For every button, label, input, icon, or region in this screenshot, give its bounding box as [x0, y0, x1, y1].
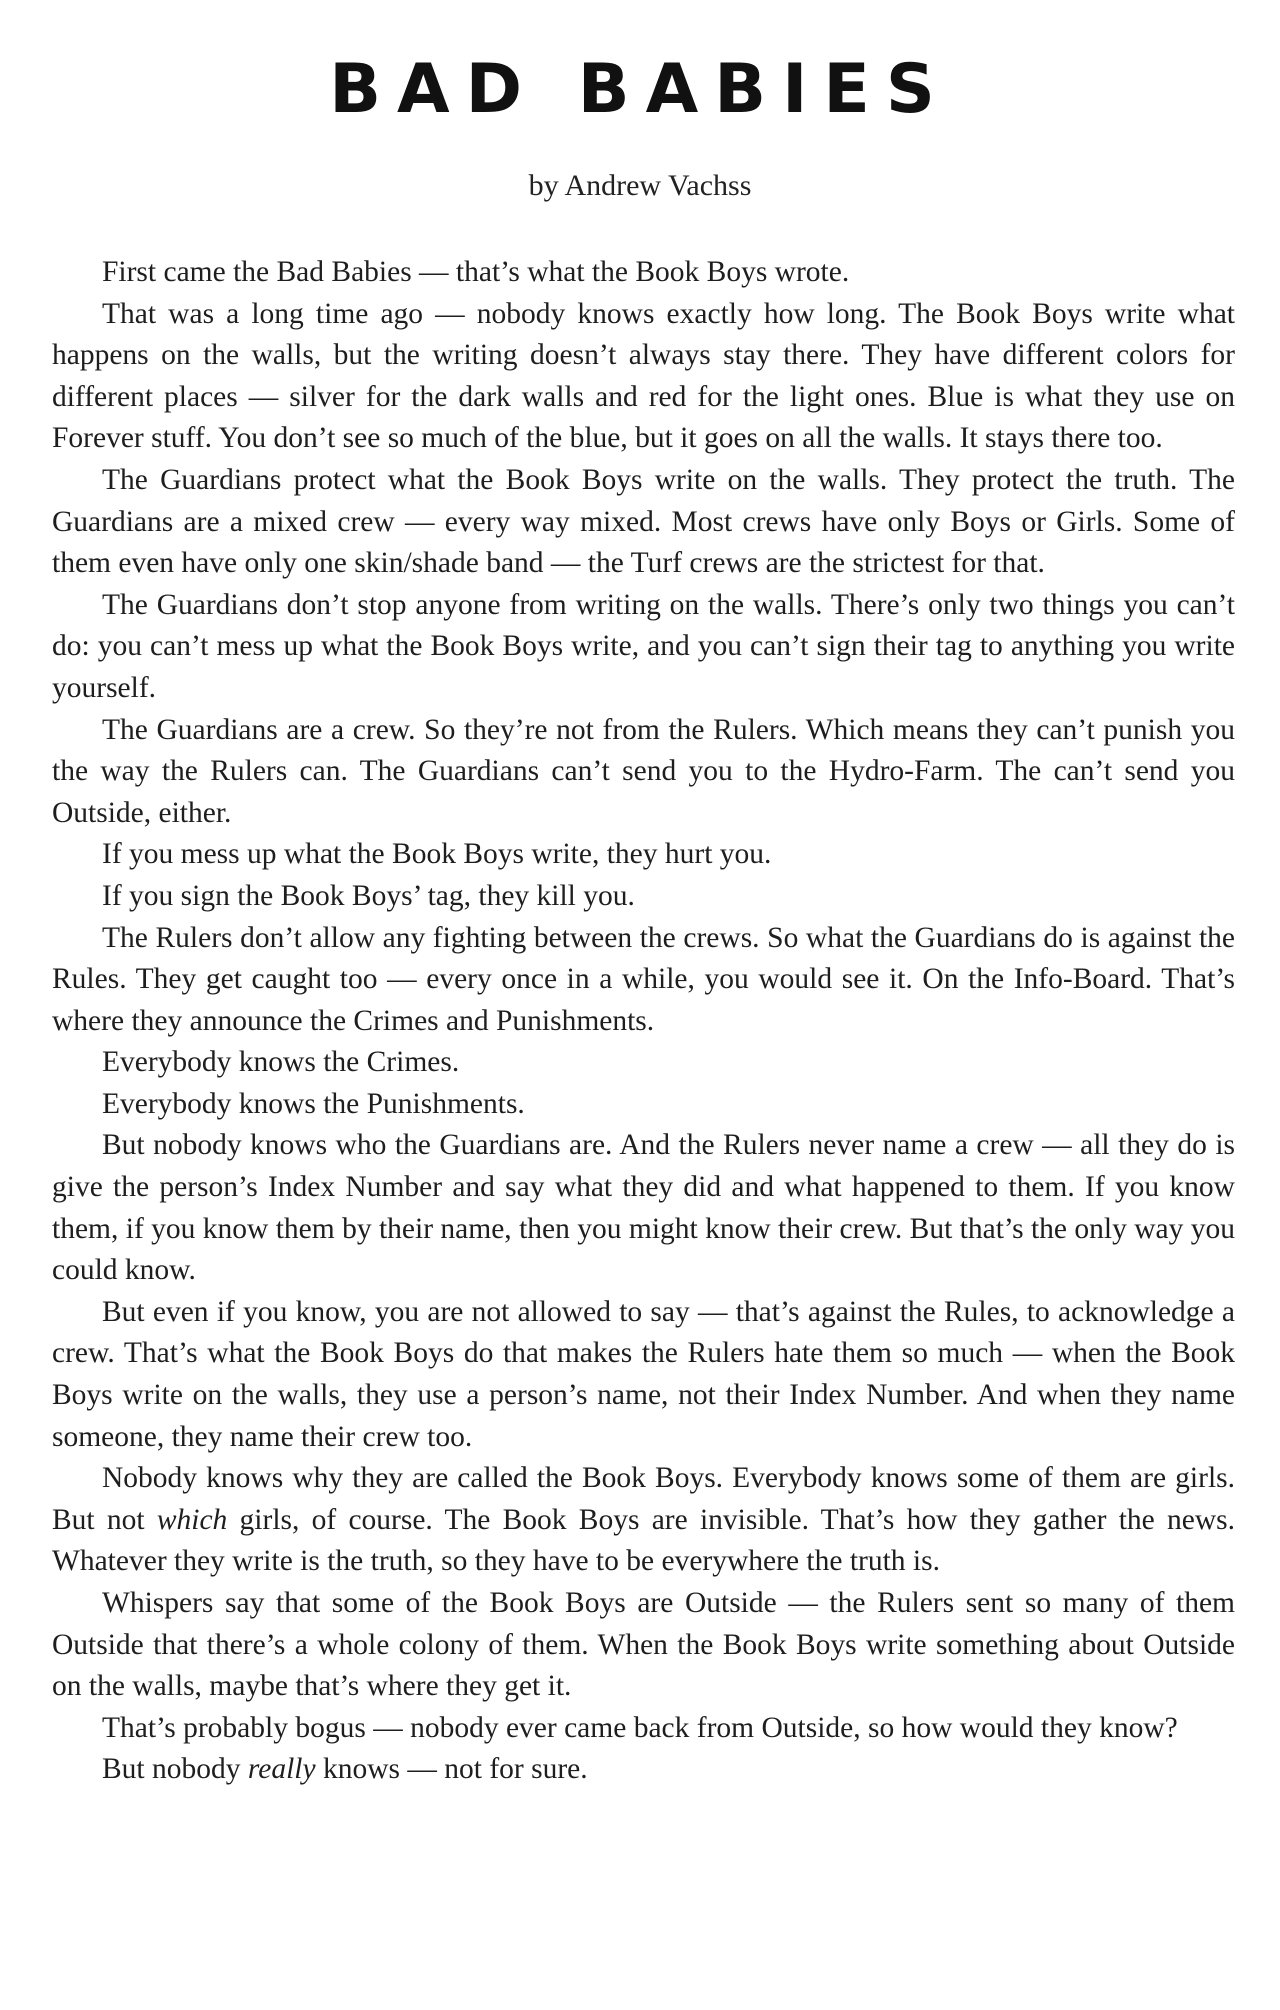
paragraph-text: That’s probably bogus — nobody ever came back from Outside, so how would they know? [102, 1711, 1178, 1744]
story-paragraph [52, 585, 1235, 710]
emphasized-text: really [247, 1753, 316, 1786]
story-paragraph [52, 1084, 1235, 1126]
paragraph-text: The Guardians protect what the Book Boys write on the walls. They protect the truth. The Guardians are a mixed crew — every way mixed. Most crews have only Boys or Girls. Some of them even have only one skin/shade band — the Turf crews are the strictest for that. [52, 463, 1235, 580]
story-paragraph [52, 1292, 1235, 1458]
paragraph-text: If you mess up what the Book Boys write, they hurt you. [102, 838, 772, 871]
story-paragraph [52, 834, 1235, 876]
paragraph-text: If you sign the Book Boys’ tag, they kill you. [102, 879, 635, 912]
story-paragraph [52, 1749, 1235, 1791]
paragraph-text: girls, of course. The Book Boys are invisible. That’s how they gather the news. Whatever they write is the truth, so they have to be everywhere the truth is. [52, 1503, 1235, 1578]
story-byline: by Andrew Vachss [528, 169, 752, 202]
paragraph-text: knows — not for sure. [315, 1753, 588, 1786]
paragraph-text: First came the Bad Babies — that’s what the Book Boys wrote. [102, 256, 850, 288]
paragraph-text: The Guardians are a crew. So they’re not from the Rulers. Which means they can’t punish you the way the Rulers can. The Guardians can’t send you to the Hydro-Farm. The can’t send you Outside, either. [52, 713, 1235, 829]
paragraph-text: Everybody knows the Punishments. [102, 1087, 525, 1120]
paragraph-text: Everybody knows the Crimes. [102, 1046, 460, 1079]
story-paragraph [52, 1042, 1235, 1084]
story-body [52, 252, 1235, 1791]
paragraph-text: The Guardians don’t stop anyone from writing on the walls. There’s only two things you can’t do: you can’t mess up what the Book Boys write, and you can’t sign their tag to anything you write yourself. [52, 588, 1235, 704]
story-paragraph [52, 1708, 1235, 1750]
paragraph-text: That was a long time ago — nobody knows exactly how long. The Book Boys write what happens on the walls, but the writing doesn’t always stay there. They have different colors for different places — silver for the dark walls and red for the light ones. Blue is what they use on Forever stuff. You don’t see so much of the blue, but it goes on all the walls. It stays there too. [52, 297, 1235, 455]
paragraph-text: But nobody knows who the Guardians are. And the Rulers never name a crew — all they do is give the person’s Index Number and say what they did and what happened to them. If you know them, if you know them by their name, then you might know their crew. But that’s the only way you could know. [52, 1129, 1235, 1287]
story-paragraph [52, 460, 1235, 585]
story-title: BAD BABIES [329, 50, 951, 129]
story-paragraph [52, 1458, 1235, 1583]
paragraph-text: But even if you know, you are not allowed to say — that’s against the Rules, to acknowledge a crew. That’s what the Book Boys do that makes the Rulers hate them so much — when the Book Boys write on the walls, they use a person’s name, not their Index Number. And when they name someone, they name their crew too. [52, 1295, 1235, 1453]
paragraph-text: The Rulers don’t allow any fighting between the crews. So what the Guardians do is against the Rules. They get caught too — every once in a while, you would see it. On the Info-Board. That’s where they announce the Crimes and Punishments. [52, 921, 1235, 1037]
story-paragraph [52, 1125, 1235, 1291]
story-paragraph [52, 876, 1235, 918]
emphasized-text: which [156, 1503, 228, 1536]
story-paragraph [52, 918, 1235, 1043]
story-paragraph [52, 294, 1235, 460]
paragraph-text: Nobody knows why they are called the Book Boys. Everybody knows some of them are girls. But not [52, 1462, 1235, 1536]
story-paragraph [52, 252, 1235, 294]
story-paragraph [52, 710, 1235, 835]
paragraph-text: But nobody [102, 1753, 248, 1786]
paragraph-text: Whispers say that some of the Book Boys are Outside — the Rulers sent so many of them Outside that there’s a whole colony of them. When the Book Boys write something about Outside on the walls, maybe that’s where they get it. [52, 1587, 1235, 1703]
story-paragraph [52, 1583, 1235, 1708]
